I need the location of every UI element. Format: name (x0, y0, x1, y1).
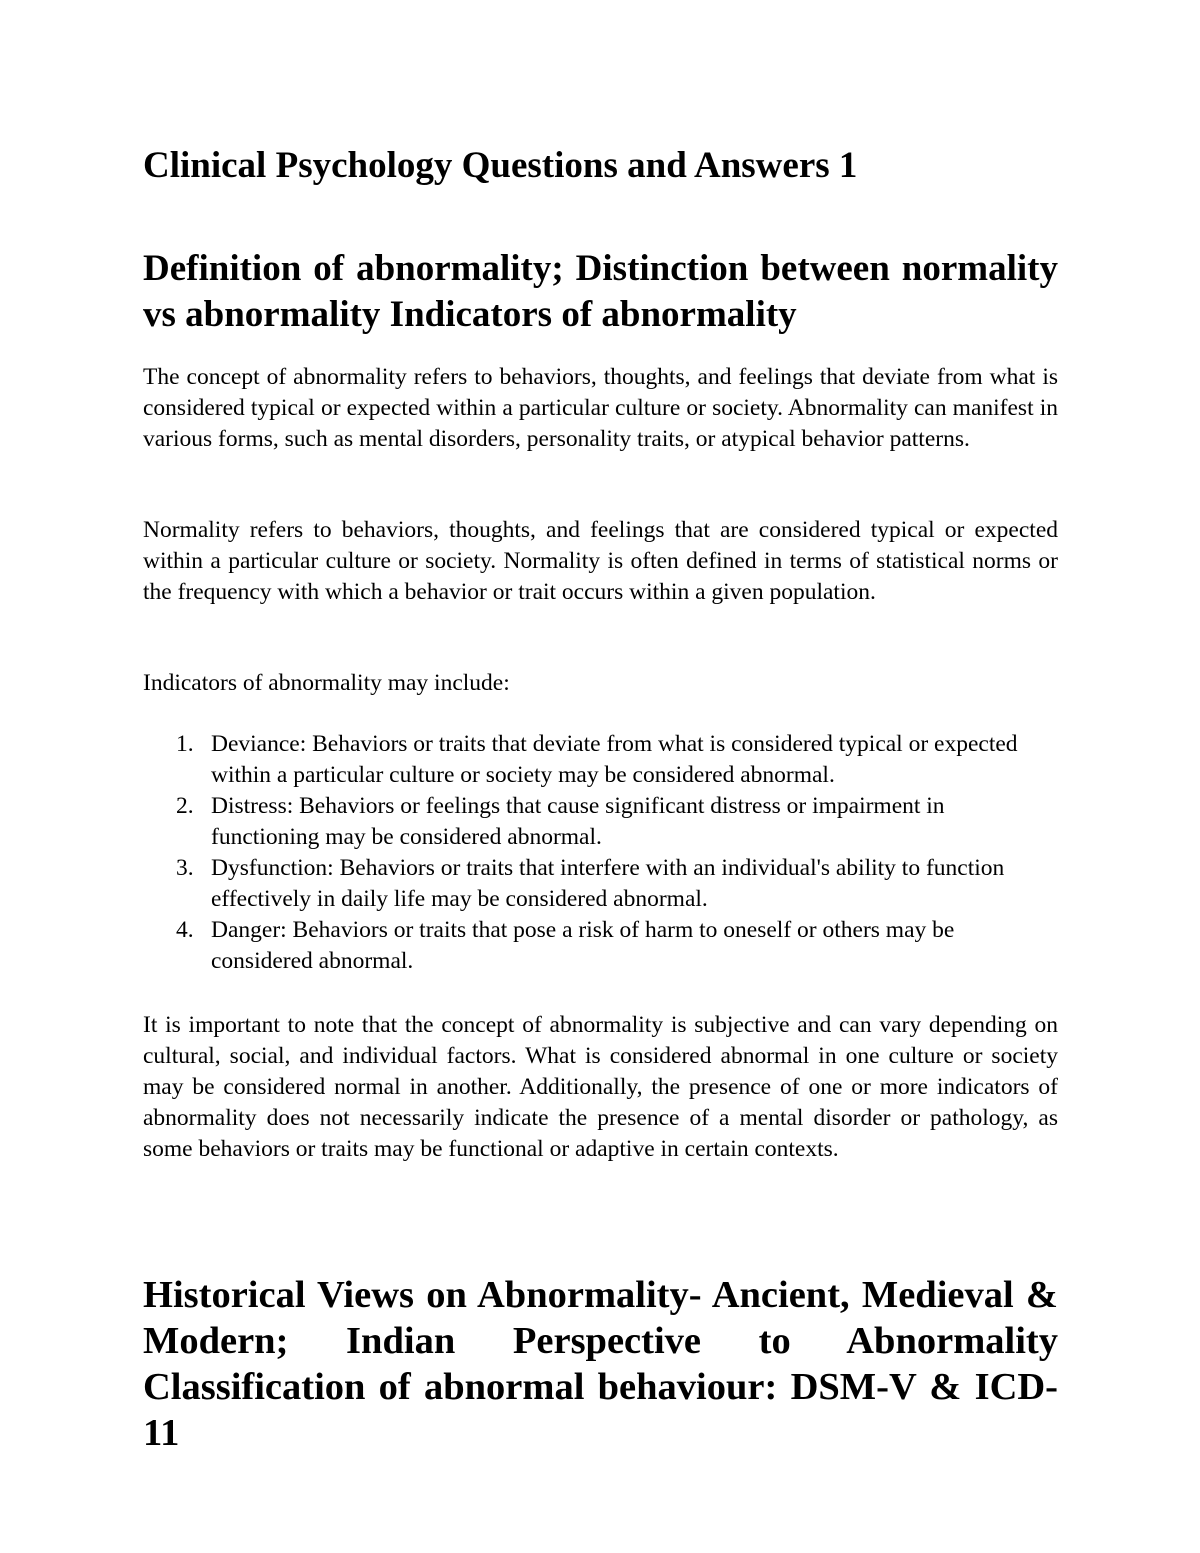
list-item-number: 2. (176, 793, 194, 819)
section-heading-historical-views: Historical Views on Abnormality- Ancient, Medieval & Modern; Indian Perspective to Abnormality Classification of abnormal behaviour: DSM-V & ICD-11 (143, 1274, 1058, 1454)
list-item-number: 3. (176, 855, 194, 881)
list-item (143, 853, 1058, 915)
document-title: Clinical Psychology Questions and Answers 1 (143, 145, 858, 186)
list-item-number: 4. (176, 917, 194, 943)
list-item-text: Danger: Behaviors or traits that pose a risk of harm to oneself or others may be considered abnormal. (211, 917, 955, 974)
list-item (143, 729, 1058, 791)
indicators-list (143, 729, 1058, 977)
paragraph-normality-definition: Normality refers to behaviors, thoughts, and feelings that are considered typical or expected within a particular culture or society. Normality is often defined in terms of statistical norms or the frequency with which a behavior or trait occurs within a given population. (143, 517, 1058, 605)
list-item-text: Dysfunction: Behaviors or traits that interfere with an individual's ability to function effectively in daily life may be considered abnormal. (211, 855, 1005, 912)
list-item-text: Deviance: Behaviors or traits that deviate from what is considered typical or expected within a particular culture or society may be considered abnormal. (211, 731, 1018, 788)
list-item (143, 915, 1058, 977)
list-item-text: Distress: Behaviors or feelings that cause significant distress or impairment in functioning may be considered abnormal. (211, 793, 945, 850)
paragraph-abnormality-concept: The concept of abnormality refers to behaviors, thoughts, and feelings that deviate from what is considered typical or expected within a particular culture or society. Abnormality can manifest in various forms, such as mental disorders, personality traits, or atypical behavior patterns. (143, 364, 1058, 452)
section-heading-abnormality-definition: Definition of abnormality; Distinction between normality vs abnormality Indicators of abnormality (143, 248, 1058, 335)
list-item (143, 791, 1058, 853)
paragraph-subjectivity-note: It is important to note that the concept of abnormality is subjective and can vary depending on cultural, social, and individual factors. What is considered abnormal in one culture or society may be considered normal in another. Additionally, the presence of one or more indicators of abnormality does not necessarily indicate the presence of a mental disorder or pathology, as some behaviors or traits may be functional or adaptive in certain contexts. (143, 1012, 1058, 1162)
paragraph-indicators-intro: Indicators of abnormality may include: (143, 670, 510, 696)
list-item-number: 1. (176, 731, 194, 757)
